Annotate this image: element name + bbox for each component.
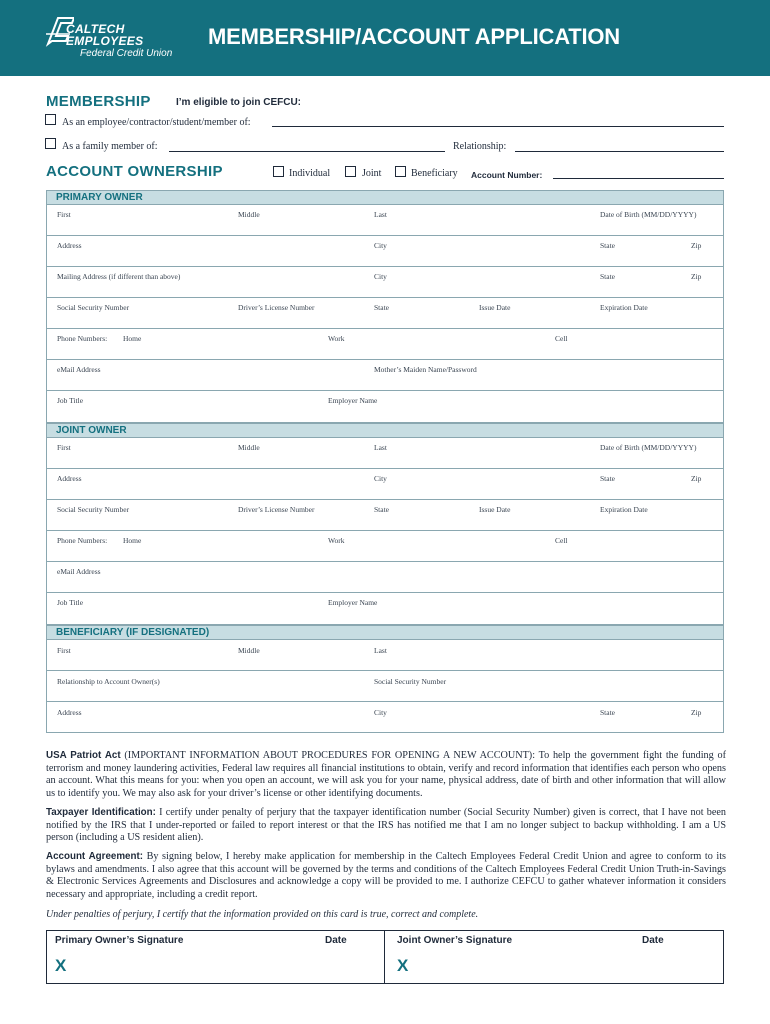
- joint-owner-heading: JOINT OWNER: [56, 425, 127, 436]
- joint-home-label: Home: [123, 536, 142, 545]
- beneficiary-label: Beneficiary: [411, 168, 458, 179]
- joint-employer-label: Employer Name: [328, 598, 378, 607]
- relationship-label: Relationship:: [453, 141, 507, 152]
- account-number-label: Account Number:: [471, 170, 543, 180]
- primary-maiden-label: Mother’s Maiden Name/Password: [374, 365, 477, 374]
- logo-text-caltech: CALTECH: [66, 22, 125, 36]
- joint-signature-label: Joint Owner’s Signature: [397, 935, 513, 946]
- primary-job-row[interactable]: [46, 391, 724, 423]
- logo-text-fcu: Federal Credit Union: [80, 48, 173, 59]
- patriot-act-title: USA Patriot Act: [46, 750, 121, 761]
- joint-first-label: First: [57, 443, 71, 452]
- primary-ssn-label: Social Security Number: [57, 303, 130, 312]
- beneficiary-middle-label: Middle: [238, 646, 260, 655]
- primary-exp-label: Expiration Date: [600, 303, 648, 312]
- signature-box: [46, 930, 724, 984]
- beneficiary-first-label: First: [57, 646, 71, 655]
- taxpayer-text: I certify under penalty of perjury that the taxpayer identification number (Social Security Number) given is correct, that I have not been notified by the IRS that I under-reported or failed to report interest or that the IRS has notified me that I am no longer subject to backup withholding. I am a US person (including a US resident alien).: [46, 807, 726, 844]
- individual-checkbox[interactable]: [273, 166, 284, 177]
- primary-dl-state-label: State: [374, 303, 389, 312]
- joint-date-label: Date: [642, 935, 664, 946]
- primary-mailing-city-label: City: [374, 272, 387, 281]
- primary-issue-label: Issue Date: [479, 303, 511, 312]
- primary-signature-label: Primary Owner’s Signature: [55, 935, 184, 946]
- beneficiary-relationship-row[interactable]: [46, 671, 724, 702]
- beneficiary-last-label: Last: [374, 646, 387, 655]
- joint-phone-row[interactable]: [46, 531, 724, 562]
- taxpayer-paragraph: [46, 807, 726, 845]
- agreement-paragraph: [46, 851, 726, 901]
- signature-divider: [384, 931, 385, 983]
- joint-job-label: Job Title: [57, 598, 84, 607]
- beneficiary-city-label: City: [374, 708, 387, 717]
- primary-first-label: First: [57, 210, 71, 219]
- agreement-text: By signing below, I hereby make application for membership in the Caltech Employees Federal Credit Union and agree to conform to its bylaws and amendments. I also agree that this account will be governed by the terms and conditions of the Caltech Employees Federal Credit Union Truth-in-Savings & Electronic Services Agreements and Disclosures and acknowledge a copy will be provided to me. I authorize CEFCU to gather whatever information it considers necessary and appropriate, including a credit report.: [46, 851, 726, 900]
- beneficiary-name-row[interactable]: [46, 640, 724, 671]
- joint-state-label: State: [600, 474, 615, 483]
- individual-label: Individual: [289, 168, 331, 179]
- patriot-act-paragraph: [46, 750, 726, 800]
- primary-phone-row[interactable]: [46, 329, 724, 360]
- primary-cell-label: Cell: [555, 334, 568, 343]
- joint-exp-label: Expiration Date: [600, 505, 648, 514]
- beneficiary-ssn-label: Social Security Number: [374, 677, 447, 686]
- beneficiary-state-label: State: [600, 708, 615, 717]
- joint-city-label: City: [374, 474, 387, 483]
- patriot-act-text: (IMPORTANT INFORMATION ABOUT PROCEDURES FOR OPENING A NEW ACCOUNT): To help the government fight the funding of terrorism and money laundering activities, Federal law requires all financial institutions to obtain, verify and record information that identifies each person who opens an account. What this means for you: when you open an account, we will ask you for your name, physical address, date of birth and other information that will allow us to identify you. We may also ask for your driver’s license or other identifying documents.: [46, 750, 726, 799]
- joint-owner-band: [46, 423, 724, 438]
- logo-text-employees: EMPLOYEES: [66, 34, 144, 48]
- family-member-field[interactable]: [169, 151, 445, 152]
- primary-employer-label: Employer Name: [328, 396, 378, 405]
- employee-option-label: As an employee/contractor/student/member of:: [62, 117, 251, 128]
- primary-state-label: State: [600, 241, 615, 250]
- joint-dob-label: Date of Birth (MM/DD/YYYY): [600, 443, 697, 452]
- taxpayer-title: Taxpayer Identification:: [46, 807, 156, 818]
- beneficiary-band: [46, 625, 724, 640]
- beneficiary-address-row[interactable]: [46, 702, 724, 733]
- joint-issue-label: Issue Date: [479, 505, 511, 514]
- joint-email-row[interactable]: [46, 562, 724, 593]
- primary-job-label: Job Title: [57, 396, 84, 405]
- joint-dl-state-label: State: [374, 505, 389, 514]
- perjury-statement: Under penalties of perjury, I certify that the information provided on this card is true, correct and complete.: [46, 909, 479, 920]
- primary-last-label: Last: [374, 210, 387, 219]
- eligibility-label: I’m eligible to join CEFCU:: [176, 97, 301, 108]
- joint-address-label: Address: [57, 474, 82, 483]
- family-option-label: As a family member of:: [62, 141, 158, 152]
- relationship-field[interactable]: [515, 151, 724, 152]
- primary-middle-label: Middle: [238, 210, 260, 219]
- primary-mailing-label: Mailing Address (if different than above): [57, 272, 181, 281]
- joint-email-label: eMail Address: [57, 567, 101, 576]
- joint-job-row[interactable]: [46, 593, 724, 625]
- primary-address-label: Address: [57, 241, 82, 250]
- primary-city-label: City: [374, 241, 387, 250]
- primary-dl-label: Driver’s License Number: [238, 303, 315, 312]
- beneficiary-address-label: Address: [57, 708, 82, 717]
- primary-home-label: Home: [123, 334, 142, 343]
- header-banner: [0, 0, 770, 76]
- employee-of-field[interactable]: [272, 126, 724, 127]
- primary-mailing-zip-label: Zip: [691, 272, 702, 281]
- primary-dob-label: Date of Birth (MM/DD/YYYY): [600, 210, 697, 219]
- joint-phone-label: Phone Numbers:: [57, 536, 108, 545]
- joint-signature-field[interactable]: X: [397, 956, 409, 975]
- joint-zip-label: Zip: [691, 474, 702, 483]
- beneficiary-zip-label: Zip: [691, 708, 702, 717]
- primary-phone-label: Phone Numbers:: [57, 334, 108, 343]
- agreement-title: Account Agreement:: [46, 851, 144, 862]
- primary-email-label: eMail Address: [57, 365, 101, 374]
- joint-cell-label: Cell: [555, 536, 568, 545]
- beneficiary-heading: BENEFICIARY (IF DESIGNATED): [56, 627, 210, 638]
- primary-owner-heading: PRIMARY OWNER: [56, 192, 143, 203]
- account-number-field[interactable]: [553, 178, 724, 179]
- joint-ssn-label: Social Security Number: [57, 505, 130, 514]
- joint-checkbox[interactable]: [345, 166, 356, 177]
- joint-dl-label: Driver’s License Number: [238, 505, 315, 514]
- primary-signature-field[interactable]: X: [55, 956, 67, 975]
- page-title: MEMBERSHIP/ACCOUNT APPLICATION: [208, 24, 621, 49]
- joint-last-label: Last: [374, 443, 387, 452]
- primary-date-label: Date: [325, 935, 347, 946]
- beneficiary-checkbox[interactable]: [395, 166, 406, 177]
- beneficiary-relationship-label: Relationship to Account Owner(s): [57, 677, 160, 686]
- joint-middle-label: Middle: [238, 443, 260, 452]
- family-checkbox[interactable]: [45, 138, 56, 149]
- membership-heading: MEMBERSHIP: [46, 93, 151, 110]
- cefcu-logo: [44, 14, 194, 64]
- primary-work-label: Work: [328, 334, 345, 343]
- joint-label: Joint: [362, 168, 382, 179]
- primary-zip-label: Zip: [691, 241, 702, 250]
- primary-owner-band: [46, 190, 724, 205]
- employee-checkbox[interactable]: [45, 114, 56, 125]
- primary-mailing-state-label: State: [600, 272, 615, 281]
- account-ownership-heading: ACCOUNT OWNERSHIP: [46, 163, 223, 180]
- joint-work-label: Work: [328, 536, 345, 545]
